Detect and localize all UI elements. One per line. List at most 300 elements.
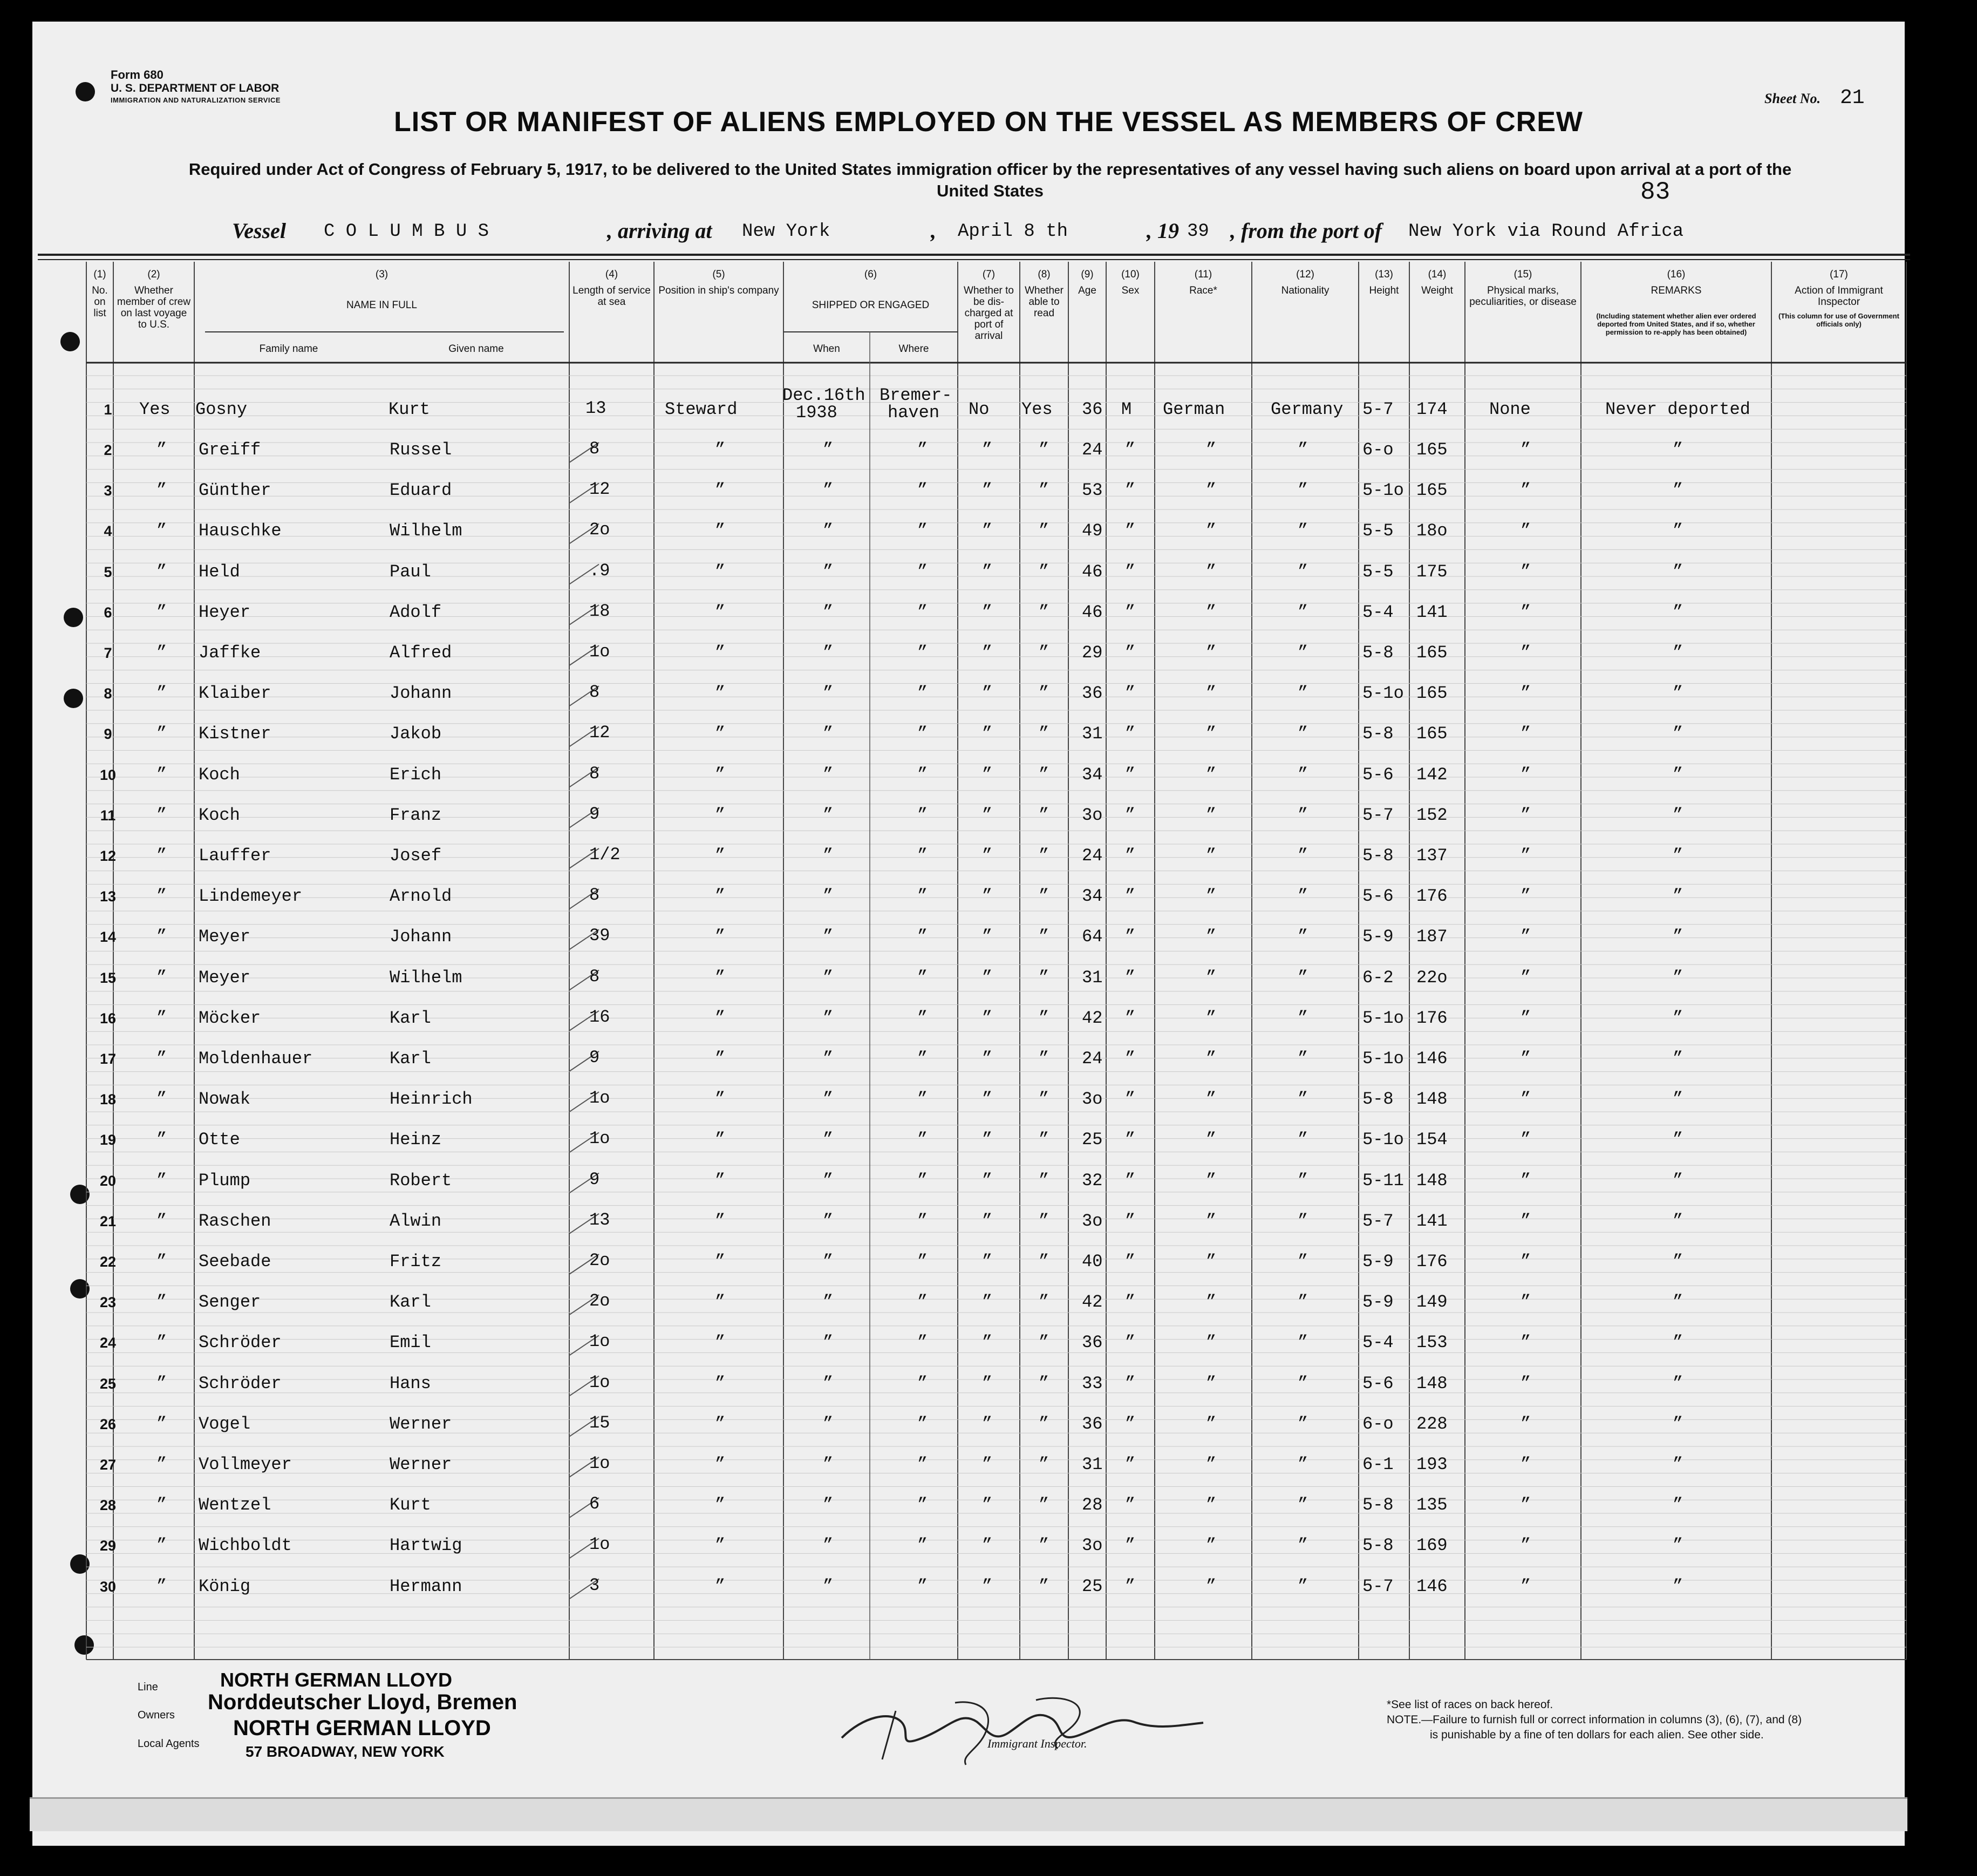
column-number: (12): [1296, 269, 1314, 280]
column-number: (10): [1121, 269, 1140, 280]
weight: 165: [1416, 440, 1448, 460]
family-name: Heyer: [199, 602, 251, 622]
age: 3o: [1082, 1535, 1103, 1556]
given-name: Arnold: [390, 886, 452, 907]
ditto-mark: ”: [982, 1495, 993, 1515]
ditto-mark: ”: [1206, 1170, 1217, 1191]
ditto-mark: ”: [1125, 1252, 1136, 1272]
ditto-mark: ”: [1298, 1049, 1308, 1069]
ditto-mark: ”: [1125, 1535, 1136, 1556]
agent-stamp: NORTH GERMAN LLOYD: [233, 1716, 491, 1740]
ditto-mark: ”: [715, 1049, 726, 1069]
ditto-mark: ”: [1039, 1292, 1049, 1313]
ditto-mark: ”: [1298, 1413, 1308, 1434]
ditto-mark: ”: [917, 1252, 928, 1272]
column-number: (3): [375, 269, 388, 280]
row-number: 15: [99, 969, 117, 986]
height: 5-4: [1362, 1333, 1394, 1353]
family-name: Koch: [199, 764, 240, 785]
column-number: (5): [712, 269, 725, 280]
ditto-mark: ”: [1673, 1535, 1683, 1556]
column-header: Age: [1078, 285, 1096, 296]
column-number: (14): [1428, 269, 1447, 280]
ditto-mark: ”: [1673, 886, 1683, 907]
ditto-mark: ”: [1039, 805, 1049, 825]
ditto-mark: ”: [917, 805, 928, 825]
owners-label: Owners: [138, 1709, 175, 1721]
column-number: (13): [1375, 269, 1393, 280]
family-name: Raschen: [199, 1211, 271, 1231]
given-name: Kurt: [388, 399, 430, 419]
ditto-mark: ”: [1206, 561, 1217, 582]
ditto-mark: ”: [823, 1333, 834, 1353]
ditto-mark: ”: [1206, 1211, 1217, 1231]
ditto-mark: ”: [982, 886, 993, 907]
ditto-mark: ”: [1673, 1008, 1683, 1028]
ditto-mark: ”: [1125, 724, 1136, 744]
ditto-mark: ”: [823, 1089, 834, 1110]
weight: 148: [1416, 1089, 1448, 1110]
age: 46: [1082, 561, 1103, 582]
vessel-label: Vessel: [232, 219, 286, 243]
ditto-mark: ”: [1206, 1495, 1217, 1515]
page-number: 83: [1640, 178, 1671, 206]
given-name: Russel: [390, 440, 452, 460]
weight: 174: [1416, 399, 1448, 419]
ditto-mark: ”: [1206, 521, 1217, 541]
column-header: NAME IN FULL: [346, 300, 417, 311]
ditto-mark: ”: [156, 602, 167, 622]
ditto-mark: ”: [715, 1008, 726, 1028]
ditto-mark: ”: [823, 724, 834, 744]
given-name: Johann: [390, 927, 452, 947]
ditto-mark: ”: [715, 1130, 726, 1150]
ditto-mark: ”: [156, 1170, 167, 1191]
ditto-mark: ”: [1298, 1008, 1308, 1028]
ditto-mark: ”: [1521, 724, 1531, 744]
penalty-note: NOTE.—Failure to furnish full or correct information in columns (3), (6), (7), and (8): [1387, 1714, 1802, 1726]
ditto-mark: ”: [1039, 683, 1049, 704]
ditto-mark: ”: [1125, 1576, 1136, 1596]
ditto-mark: ”: [1673, 1292, 1683, 1313]
column-header: SHIPPED OR ENGAGED: [812, 300, 930, 311]
family-name: Gosny: [195, 399, 248, 419]
family-name: Held: [199, 561, 240, 582]
ditto-mark: ”: [823, 886, 834, 907]
ditto-mark: ”: [715, 1373, 726, 1394]
ditto-mark: ”: [1521, 1413, 1531, 1434]
penalty-note-cont: is punishable by a fine of ten dollars for each alien. See other side.: [1430, 1729, 1764, 1741]
row-number: 9: [104, 726, 112, 743]
nationality: Germany: [1271, 399, 1344, 419]
ditto-mark: ”: [715, 1252, 726, 1272]
ditto-mark: ”: [156, 886, 167, 907]
ditto-mark: ”: [1521, 1170, 1531, 1191]
family-name: Jaffke: [199, 643, 261, 663]
service-years: .9: [589, 560, 610, 581]
given-name: Fritz: [390, 1252, 442, 1272]
service-years: 15: [589, 1412, 610, 1433]
age: 31: [1082, 724, 1103, 744]
service-years: 8: [589, 763, 600, 784]
ditto-mark: ”: [982, 1413, 993, 1434]
height: 5-9: [1362, 1252, 1394, 1272]
given-name: Adolf: [390, 602, 442, 622]
service-years: 12: [589, 479, 610, 500]
ditto-mark: ”: [917, 683, 928, 704]
column-number: (2): [147, 269, 160, 280]
age: 31: [1082, 1454, 1103, 1474]
ditto-mark: ”: [982, 1252, 993, 1272]
ditto-mark: ”: [715, 1535, 726, 1556]
row-number: 10: [99, 766, 117, 783]
ditto-mark: ”: [1521, 1049, 1531, 1069]
ditto-mark: ”: [823, 764, 834, 785]
ditto-mark: ”: [982, 1576, 993, 1596]
ditto-mark: ”: [156, 1535, 167, 1556]
given-name: Heinz: [390, 1130, 442, 1150]
weight: 142: [1416, 764, 1448, 785]
ditto-mark: ”: [982, 724, 993, 744]
ditto-mark: ”: [917, 480, 928, 501]
ditto-mark: ”: [1039, 1373, 1049, 1394]
ditto-mark: ”: [823, 1535, 834, 1556]
service-years: 1o: [589, 642, 610, 662]
weight: 149: [1416, 1292, 1448, 1313]
given-name: Alfred: [390, 643, 452, 663]
column-subheader: Family name: [259, 343, 318, 355]
ditto-mark: ”: [917, 1211, 928, 1231]
ditto-mark: ”: [1521, 1576, 1531, 1596]
column-number: (4): [605, 269, 618, 280]
weight: 152: [1416, 805, 1448, 825]
prev-voyage: Yes: [139, 399, 171, 419]
ditto-mark: ”: [1521, 886, 1531, 907]
ditto-mark: ”: [715, 1170, 726, 1191]
ditto-mark: ”: [1206, 440, 1217, 460]
ditto-mark: ”: [917, 1535, 928, 1556]
row-number: 16: [99, 1010, 117, 1027]
age: 25: [1082, 1576, 1103, 1596]
family-name: Schröder: [199, 1333, 282, 1353]
ditto-mark: ”: [917, 1170, 928, 1191]
service-years: 2o: [589, 1291, 610, 1311]
sex: M: [1121, 399, 1132, 419]
sheet-number: 21: [1840, 86, 1865, 110]
ditto-mark: ”: [715, 1413, 726, 1434]
height: 5-11: [1362, 1170, 1404, 1191]
height: 5-6: [1362, 764, 1394, 785]
ditto-mark: ”: [917, 1333, 928, 1353]
service-years: 6: [589, 1494, 600, 1514]
ditto-mark: ”: [1298, 846, 1308, 866]
column-header: Race*: [1189, 285, 1217, 296]
height: 6-2: [1362, 967, 1394, 988]
ditto-mark: ”: [1206, 683, 1217, 704]
height: 5-7: [1362, 1211, 1394, 1231]
column-number: (15): [1514, 269, 1532, 280]
row-number: 23: [99, 1294, 117, 1311]
column-header: No. on list: [92, 285, 108, 319]
inspector-signature: [831, 1678, 1209, 1770]
ditto-mark: ”: [156, 1576, 167, 1596]
column-note: (This column for use of Government officials only): [1778, 312, 1899, 328]
ditto-mark: ”: [156, 764, 167, 785]
age: 24: [1082, 440, 1103, 460]
age: 36: [1082, 1333, 1103, 1353]
column-header: Sex: [1121, 285, 1140, 296]
ditto-mark: ”: [982, 1170, 993, 1191]
ditto-mark: ”: [1298, 1373, 1308, 1394]
ditto-mark: ”: [715, 1292, 726, 1313]
ditto-mark: ”: [1521, 521, 1531, 541]
ditto-mark: ”: [1298, 683, 1308, 704]
discharged: No: [969, 399, 990, 419]
ditto-mark: ”: [1673, 683, 1683, 704]
weight: 137: [1416, 846, 1448, 866]
ditto-mark: ”: [1206, 724, 1217, 744]
page-title: LIST OR MANIFEST OF ALIENS EMPLOYED ON THE VESSEL AS MEMBERS OF CREW: [394, 106, 1583, 138]
ditto-mark: ”: [917, 643, 928, 663]
ditto-mark: ”: [823, 1373, 834, 1394]
height: 5-9: [1362, 927, 1394, 947]
ditto-mark: ”: [156, 1049, 167, 1069]
ditto-mark: ”: [917, 1413, 928, 1434]
row-number: 3: [104, 482, 112, 499]
ditto-mark: ”: [715, 846, 726, 866]
ditto-mark: ”: [156, 1089, 167, 1110]
ditto-mark: ”: [982, 440, 993, 460]
ditto-mark: ”: [715, 561, 726, 582]
ditto-mark: ”: [715, 764, 726, 785]
age: 36: [1082, 399, 1103, 419]
service-years: 9: [589, 804, 600, 824]
ditto-mark: ”: [917, 1049, 928, 1069]
given-name: Karl: [390, 1049, 431, 1069]
ditto-mark: ”: [156, 967, 167, 988]
ditto-mark: ”: [1521, 480, 1531, 501]
family-name: Lauffer: [199, 846, 271, 866]
service-years: 18: [589, 601, 610, 621]
ditto-mark: ”: [156, 683, 167, 704]
column-number: (17): [1830, 269, 1848, 280]
ditto-mark: ”: [982, 561, 993, 582]
family-name: Lindemeyer: [199, 886, 303, 907]
ditto-mark: ”: [917, 927, 928, 947]
row-number: 17: [99, 1051, 117, 1067]
ditto-mark: ”: [982, 1333, 993, 1353]
ditto-mark: ”: [1125, 805, 1136, 825]
age: 31: [1082, 967, 1103, 988]
ditto-mark: ”: [1125, 927, 1136, 947]
age: 36: [1082, 683, 1103, 704]
ditto-mark: ”: [917, 1454, 928, 1474]
height: 5-1o: [1362, 1008, 1404, 1028]
ditto-mark: ”: [1206, 1413, 1217, 1434]
ditto-mark: ”: [1673, 561, 1683, 582]
family-name: Klaiber: [199, 683, 271, 704]
ditto-mark: ”: [1039, 1333, 1049, 1353]
ditto-mark: ”: [823, 967, 834, 988]
ditto-mark: ”: [823, 440, 834, 460]
ditto-mark: ”: [823, 1008, 834, 1028]
ditto-mark: ”: [917, 1130, 928, 1150]
ditto-mark: ”: [156, 643, 167, 663]
given-name: Werner: [390, 1413, 452, 1434]
ditto-mark: ”: [1125, 1373, 1136, 1394]
row-number: 25: [99, 1375, 117, 1392]
given-name: Hermann: [390, 1576, 462, 1596]
ditto-mark: ”: [715, 1576, 726, 1596]
ditto-mark: ”: [1125, 846, 1136, 866]
column-header: Position in ship's company: [658, 285, 779, 296]
family-name: Nowak: [199, 1089, 251, 1110]
given-name: Eduard: [390, 480, 452, 501]
ditto-mark: ”: [1673, 846, 1683, 866]
vessel-name: C O L U M B U S: [324, 221, 489, 242]
height: 5-6: [1362, 886, 1394, 907]
ditto-mark: ”: [1125, 1454, 1136, 1474]
age: 64: [1082, 927, 1103, 947]
service-years: 13: [589, 1209, 610, 1230]
ditto-mark: ”: [1206, 602, 1217, 622]
ditto-mark: ”: [1673, 927, 1683, 947]
family-name: Greiff: [199, 440, 261, 460]
ditto-mark: ”: [1673, 1495, 1683, 1515]
ditto-mark: ”: [1206, 1454, 1217, 1474]
ditto-mark: ”: [917, 1008, 928, 1028]
ditto-mark: ”: [1673, 480, 1683, 501]
column-note: (Including statement whether alien ever ordered deported from United States, and if so, whether permission to re-apply has been obtained): [1596, 312, 1756, 336]
ditto-mark: ”: [1673, 602, 1683, 622]
ditto-mark: ”: [1039, 1170, 1049, 1191]
ditto-mark: ”: [1521, 1495, 1531, 1515]
row-number: 24: [99, 1335, 117, 1351]
service-years: 9: [589, 1169, 600, 1190]
ditto-mark: ”: [823, 1130, 834, 1150]
ditto-mark: ”: [1298, 1576, 1308, 1596]
age: 34: [1082, 764, 1103, 785]
service-years: 8: [589, 885, 600, 906]
column-subheader: Given name: [448, 343, 504, 355]
shipped-when-year: 1938: [796, 403, 837, 423]
ditto-mark: ”: [1521, 561, 1531, 582]
ditto-mark: ”: [156, 846, 167, 866]
given-name: Josef: [390, 846, 442, 866]
ditto-mark: ”: [1521, 643, 1531, 663]
row-number: 2: [104, 442, 112, 458]
position: Steward: [665, 399, 738, 419]
row-number: 20: [99, 1172, 117, 1189]
ditto-mark: ”: [982, 967, 993, 988]
ditto-mark: ”: [156, 1211, 167, 1231]
ditto-mark: ”: [982, 1211, 993, 1231]
ditto-mark: ”: [1521, 846, 1531, 866]
row-number: 21: [99, 1213, 117, 1229]
ditto-mark: ”: [1521, 602, 1531, 622]
ditto-mark: ”: [982, 643, 993, 663]
ditto-mark: ”: [1039, 480, 1049, 501]
ditto-mark: ”: [715, 643, 726, 663]
ditto-mark: ”: [1673, 440, 1683, 460]
ditto-mark: ”: [156, 1252, 167, 1272]
row-number: 29: [99, 1538, 117, 1554]
ditto-mark: ”: [715, 1211, 726, 1231]
weight: 165: [1416, 480, 1448, 501]
ditto-mark: ”: [982, 805, 993, 825]
ditto-mark: ”: [917, 1576, 928, 1596]
ditto-mark: ”: [1039, 967, 1049, 988]
ditto-mark: ”: [1521, 1292, 1531, 1313]
row-number: 19: [99, 1132, 117, 1148]
ditto-mark: ”: [1039, 1454, 1049, 1474]
given-name: Emil: [390, 1333, 431, 1353]
service-years: 1o: [589, 1453, 610, 1473]
ditto-mark: ”: [823, 1495, 834, 1515]
departure-port: New York via Round Africa: [1408, 221, 1684, 242]
line-stamp: NORTH GERMAN LLOYD: [220, 1669, 452, 1691]
column-header: Action of Immigrant Inspector: [1795, 285, 1883, 308]
family-name: Vollmeyer: [199, 1454, 292, 1474]
ditto-mark: ”: [1673, 805, 1683, 825]
row-number: 22: [99, 1254, 117, 1270]
ditto-mark: ”: [1673, 1576, 1683, 1596]
ditto-mark: ”: [982, 846, 993, 866]
height: 5-1o: [1362, 683, 1404, 704]
ditto-mark: ”: [823, 1211, 834, 1231]
ditto-mark: ”: [1673, 967, 1683, 988]
service-years: 1o: [589, 1129, 610, 1149]
ditto-mark: ”: [1673, 1373, 1683, 1394]
height: 6-o: [1362, 440, 1394, 460]
service-years: 2o: [589, 1250, 610, 1270]
ditto-mark: ”: [917, 521, 928, 541]
ditto-mark: ”: [715, 1454, 726, 1474]
ditto-mark: ”: [715, 805, 726, 825]
height: 5-1o: [1362, 1049, 1404, 1069]
ditto-mark: ”: [1521, 683, 1531, 704]
ditto-mark: ”: [1039, 602, 1049, 622]
ditto-mark: ”: [982, 1535, 993, 1556]
ditto-mark: ”: [156, 480, 167, 501]
height: 5-9: [1362, 1292, 1394, 1313]
ditto-mark: ”: [715, 480, 726, 501]
ditto-mark: ”: [1125, 1170, 1136, 1191]
remarks: Never deported: [1605, 399, 1750, 419]
ditto-mark: ”: [1298, 521, 1308, 541]
family-name: Vogel: [199, 1413, 251, 1434]
arrival-date: April 8 th: [958, 221, 1068, 242]
ditto-mark: ”: [1298, 1495, 1308, 1515]
height: 5-7: [1362, 805, 1394, 825]
ditto-mark: ”: [823, 1049, 834, 1069]
column-header: Nationality: [1281, 285, 1330, 296]
ditto-mark: ”: [1521, 1535, 1531, 1556]
from-port-label: , from the port of: [1230, 219, 1382, 243]
ditto-mark: ”: [1125, 886, 1136, 907]
ditto-mark: ”: [982, 1049, 993, 1069]
family-name: Meyer: [199, 967, 251, 988]
ditto-mark: ”: [1206, 764, 1217, 785]
service-years: 39: [589, 926, 610, 946]
age: 46: [1082, 602, 1103, 622]
ditto-mark: ”: [156, 521, 167, 541]
service-years: 8: [589, 439, 600, 459]
family-name: König: [199, 1576, 251, 1596]
ditto-mark: ”: [823, 561, 834, 582]
age: 34: [1082, 886, 1103, 907]
ditto-mark: ”: [1039, 1089, 1049, 1110]
